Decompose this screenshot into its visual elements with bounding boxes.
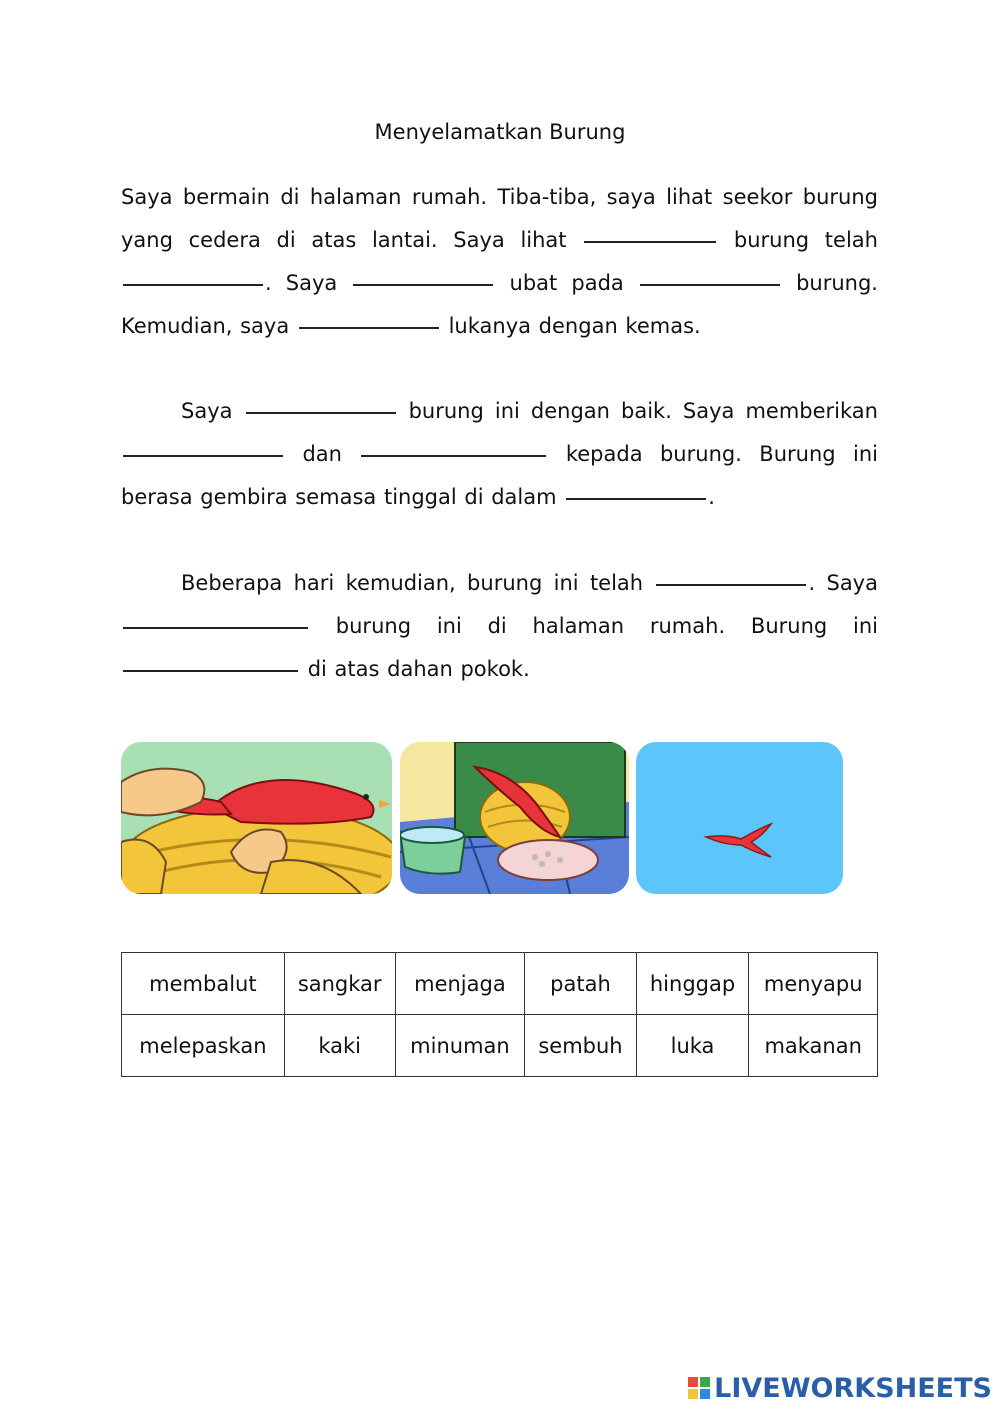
blank-11[interactable]	[123, 605, 308, 629]
word-cell[interactable]: menyapu	[749, 953, 878, 1015]
picture-bandaging-bird	[121, 742, 392, 894]
word-cell[interactable]: kaki	[284, 1015, 395, 1077]
table-row	[122, 953, 878, 1015]
blank-input[interactable]	[353, 274, 493, 296]
word-cell[interactable]: hinggap	[636, 953, 749, 1015]
blank-2[interactable]	[123, 262, 263, 286]
paragraph-text: . Saya	[265, 271, 338, 295]
blank-12[interactable]	[123, 648, 298, 672]
blank-9[interactable]	[566, 476, 706, 500]
paragraph-text: burung ini dengan baik. Saya memberikan	[408, 399, 878, 423]
paragraph-text: Saya	[181, 399, 233, 423]
paragraph-3	[121, 562, 878, 691]
word-cell[interactable]: membalut	[122, 953, 285, 1015]
paragraph-text: ubat pada	[509, 271, 624, 295]
paragraph-text: burung ini di halaman rumah. Burung ini	[335, 614, 878, 638]
blank-10[interactable]	[656, 562, 806, 586]
picture-feeding-bird	[400, 742, 629, 894]
paragraph-2	[121, 390, 878, 519]
table-row	[122, 1015, 878, 1077]
blank-input[interactable]	[626, 488, 766, 510]
picture-flying-bird	[636, 742, 843, 894]
liveworksheets-logo	[688, 1373, 992, 1403]
paragraph-text: burung. Kemudian, saya	[121, 271, 878, 338]
paragraph-text: dan	[302, 442, 342, 466]
blank-3[interactable]	[353, 262, 493, 286]
paragraph-text: lukanya dengan kemas.	[448, 314, 701, 338]
paragraph-text: kepada burung. Burung ini berasa gembira semasa tinggal di dalam	[121, 442, 879, 509]
logo-mark-icon	[688, 1377, 710, 1399]
word-cell[interactable]: minuman	[395, 1015, 525, 1077]
paragraph-text: .	[708, 485, 715, 509]
blank-6[interactable]	[246, 390, 396, 414]
word-cell[interactable]: luka	[636, 1015, 749, 1077]
paragraph-1	[121, 176, 878, 348]
worksheet-title: Menyelamatkan Burung	[374, 120, 626, 144]
paragraph-text: burung telah	[733, 228, 878, 252]
word-cell[interactable]: melepaskan	[122, 1015, 285, 1077]
feeding-illustration	[400, 742, 629, 894]
blank-input[interactable]	[299, 317, 439, 339]
paragraph-text: . Saya	[808, 571, 878, 595]
blank-1[interactable]	[584, 219, 716, 243]
paragraph-text: Saya bermain di halaman rumah. Tiba-tiba, saya lihat seekor burung yang cedera di atas lantai. Saya lihat	[121, 185, 878, 252]
blank-8[interactable]	[361, 433, 546, 457]
blank-5[interactable]	[299, 305, 439, 329]
word-bank-table	[121, 952, 878, 1077]
logo-text: LIVEWORKSHEETS	[714, 1372, 992, 1404]
blank-input[interactable]	[123, 274, 263, 296]
word-cell[interactable]: menjaga	[395, 953, 525, 1015]
flying-illustration	[636, 742, 843, 894]
word-cell[interactable]: patah	[525, 953, 636, 1015]
bandaging-illustration	[121, 742, 392, 894]
paragraph-text: di atas dahan pokok.	[307, 657, 530, 681]
blank-7[interactable]	[123, 433, 283, 457]
word-cell[interactable]: makanan	[749, 1015, 878, 1077]
blank-input[interactable]	[640, 274, 780, 296]
word-cell[interactable]: sembuh	[525, 1015, 636, 1077]
paragraph-text: Beberapa hari kemudian, burung ini telah	[181, 571, 644, 595]
blank-4[interactable]	[640, 262, 780, 286]
blank-input[interactable]	[584, 231, 716, 253]
word-cell[interactable]: sangkar	[284, 953, 395, 1015]
